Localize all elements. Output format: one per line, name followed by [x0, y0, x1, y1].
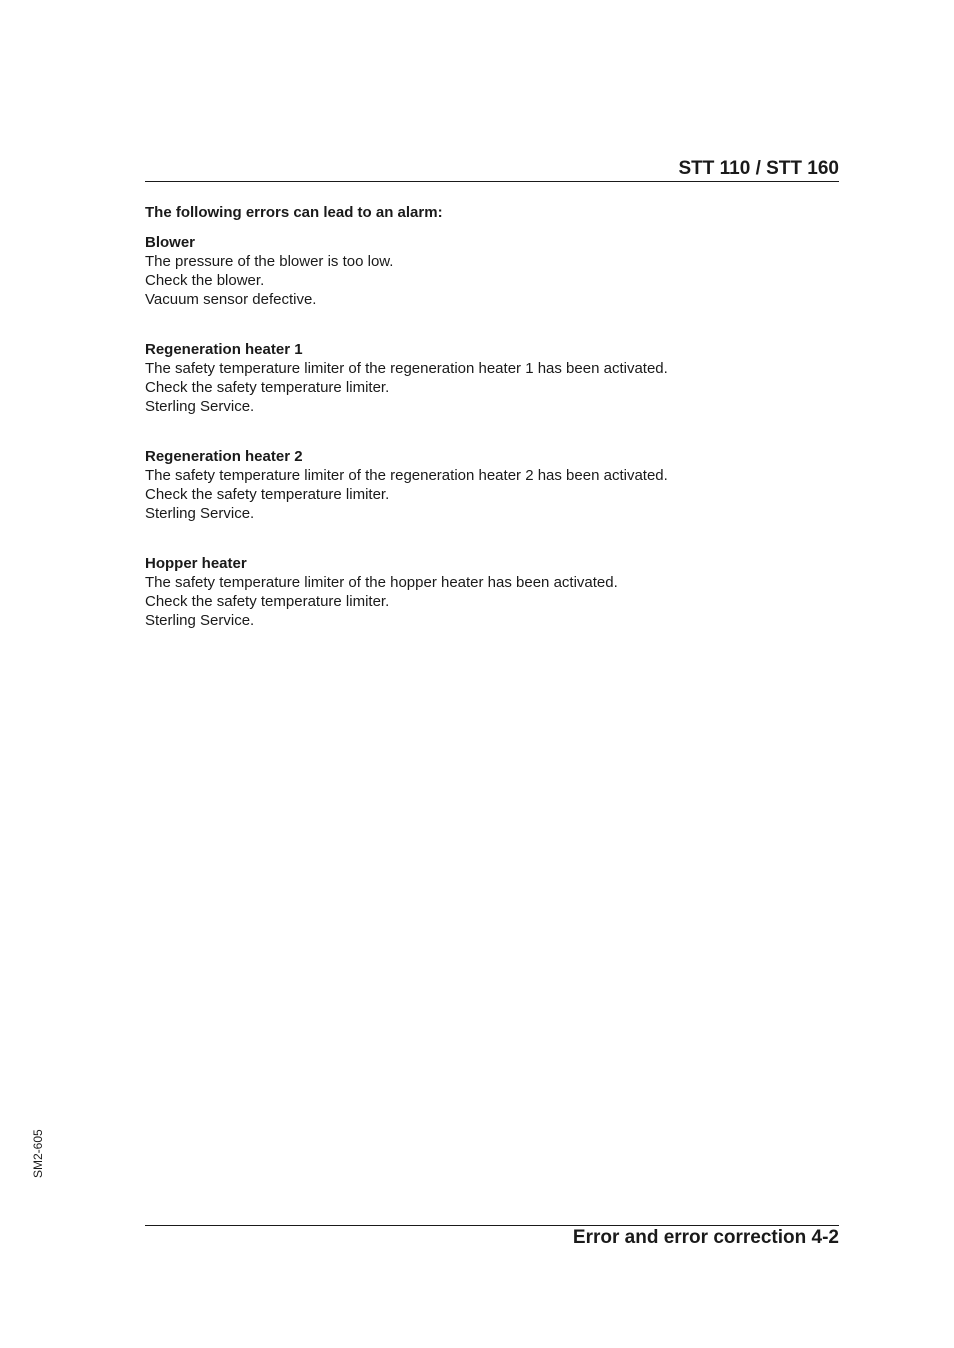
page-footer-title: Error and error correction 4-2	[572, 1227, 839, 1248]
section-title: Blower	[145, 234, 196, 251]
section-line: The safety temperature limiter of the regeneration heater 2 has been activated.	[145, 467, 668, 484]
intro-heading: The following errors can lead to an alarm:	[145, 204, 443, 221]
section-title: Regeneration heater 1	[145, 341, 303, 358]
section-title: Hopper heater	[145, 555, 247, 572]
header-divider	[145, 181, 839, 182]
section-line: Sterling Service.	[145, 612, 255, 629]
section-line: Check the safety temperature limiter.	[145, 379, 390, 396]
section-line: Check the safety temperature limiter.	[145, 593, 390, 610]
section-line: Sterling Service.	[145, 505, 255, 522]
document-code: SM2-605	[31, 1129, 45, 1178]
section-line: Check the safety temperature limiter.	[145, 486, 390, 503]
error-section-regeneration-heater-2	[145, 447, 839, 523]
document-body	[145, 203, 839, 661]
section-line: Sterling Service.	[145, 398, 255, 415]
section-line: The safety temperature limiter of the regeneration heater 1 has been activated.	[145, 360, 668, 377]
section-line: Vacuum sensor defective.	[145, 291, 317, 308]
error-section-hopper-heater	[145, 554, 839, 630]
error-section-blower	[145, 233, 839, 309]
section-line: Check the blower.	[145, 272, 265, 289]
section-line: The safety temperature limiter of the hopper heater has been activated.	[145, 574, 618, 591]
section-title: Regeneration heater 2	[145, 448, 303, 465]
section-line: The pressure of the blower is too low.	[145, 253, 394, 270]
page-header-title: STT 110 / STT 160	[678, 158, 839, 179]
error-section-regeneration-heater-1	[145, 340, 839, 416]
